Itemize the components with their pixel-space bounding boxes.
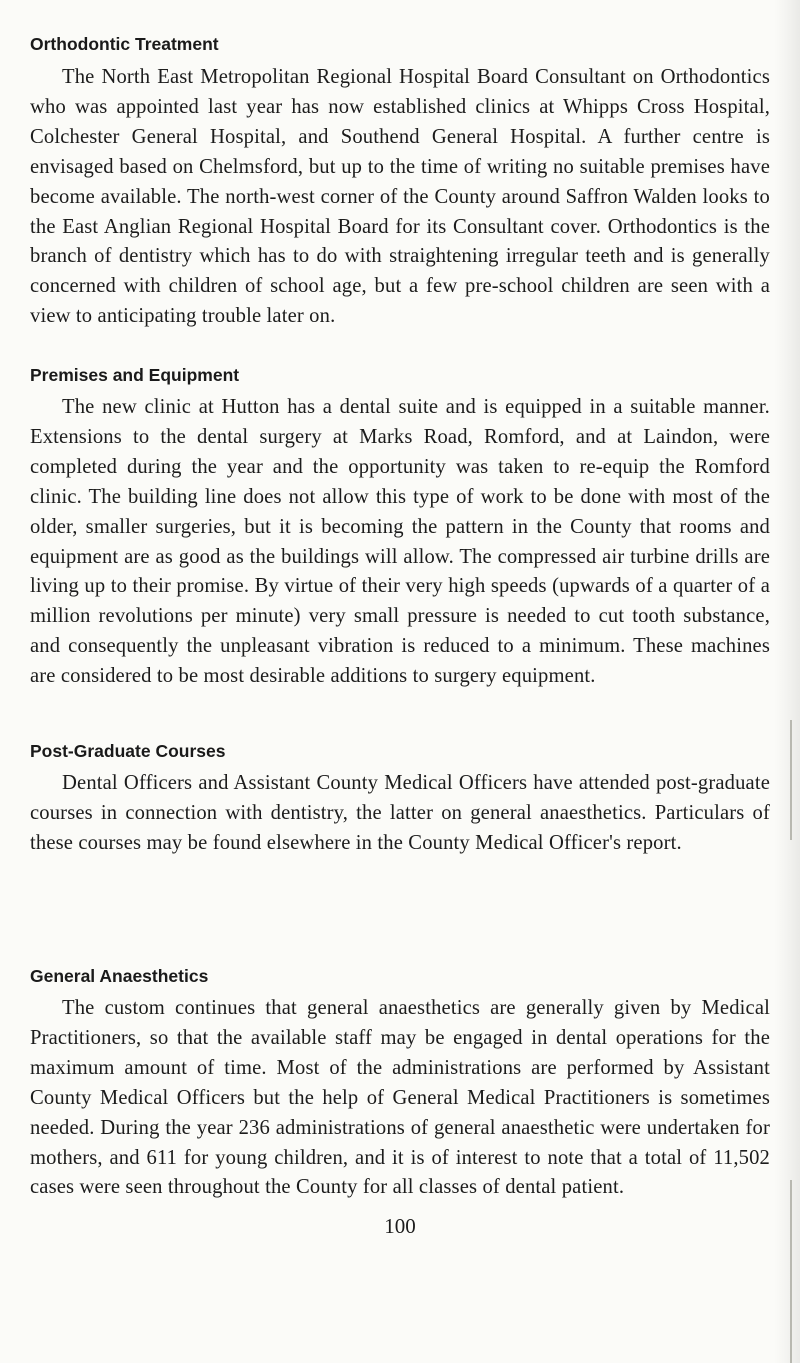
section-general-anaesthetics (30, 963, 770, 1203)
page-edge-shadow (774, 0, 800, 1363)
section-orthodontic-treatment (30, 31, 770, 332)
paragraph-orthodontic-treatment: The North East Metropolitan Regional Hospital Board Consultant on Orthodontics who was appointed last year has now established clinics at Whipps Cross Hospital, Colchester General Hospital, and Southend General Hospital. A further centre is envisaged based on Chelmsford, but up to the time of writing no suitable premises have become available. The north-west corner of the County around Saffron Walden looks to the East Anglian Regional Hospital Board for its Consultant cover. Orthodontics is the branch of dentistry which has to do with straightening irregular teeth and is generally concerned with children of school age, but a few pre-school children are seen with a view to anticipating trouble later on. (30, 66, 770, 328)
paragraph-premises-and-equipment: The new clinic at Hutton has a dental suite and is equipped in a suitable manner. Extensions to the dental surgery at Marks Road, Romford, and at Laindon, were completed during the year and the opportunity was taken to re-equip the Romford clinic. The building line does not allow this type of work to be done with most of the older, smaller surgeries, but it is becoming the pattern in the County that rooms and equipment are as good as the buildings will allow. The compressed air turbine drills are living up to their promise. By virtue of their very high speeds (upwards of a quarter of a million revolutions per minute) very small pressure is needed to cut tooth substance, and consequently the unpleasant vibration is reduced to a minimum. These machines are considered to be most desirable additions to surgery equipment. (30, 396, 770, 688)
paragraph-post-graduate-courses: Dental Officers and Assistant County Medical Officers have attended post-graduate courses in connection with dentistry, the latter on general anaesthetics. Particulars of these courses may be found elsewhere in the County Medical Officer's report. (30, 772, 770, 854)
section-post-graduate-courses (30, 738, 770, 859)
page-number: 100 (384, 1214, 416, 1238)
heading-orthodontic-treatment: Orthodontic Treatment (30, 34, 219, 54)
page-edge-mark (790, 720, 792, 840)
paragraph-general-anaesthetics: The custom continues that general anaesthetics are generally given by Medical Practitioners, so that the available staff may be engaged in dental operations for the maximum amount of time. Most of the administrations are performed by Assistant County Medical Officers but the help of General Medical Practitioners is sometimes needed. During the year 236 administrations of general anaesthetic were undertaken for mothers, and 611 for young children, and it is of interest to note that a total of 11,502 cases were seen throughout the County for all classes of dental patient. (30, 997, 770, 1199)
heading-general-anaesthetics: General Anaesthetics (30, 966, 209, 986)
heading-premises-and-equipment: Premises and Equipment (30, 365, 240, 385)
heading-post-graduate-courses: Post-Graduate Courses (30, 741, 226, 761)
page-edge-mark (790, 1180, 792, 1363)
section-premises-and-equipment (30, 362, 770, 692)
